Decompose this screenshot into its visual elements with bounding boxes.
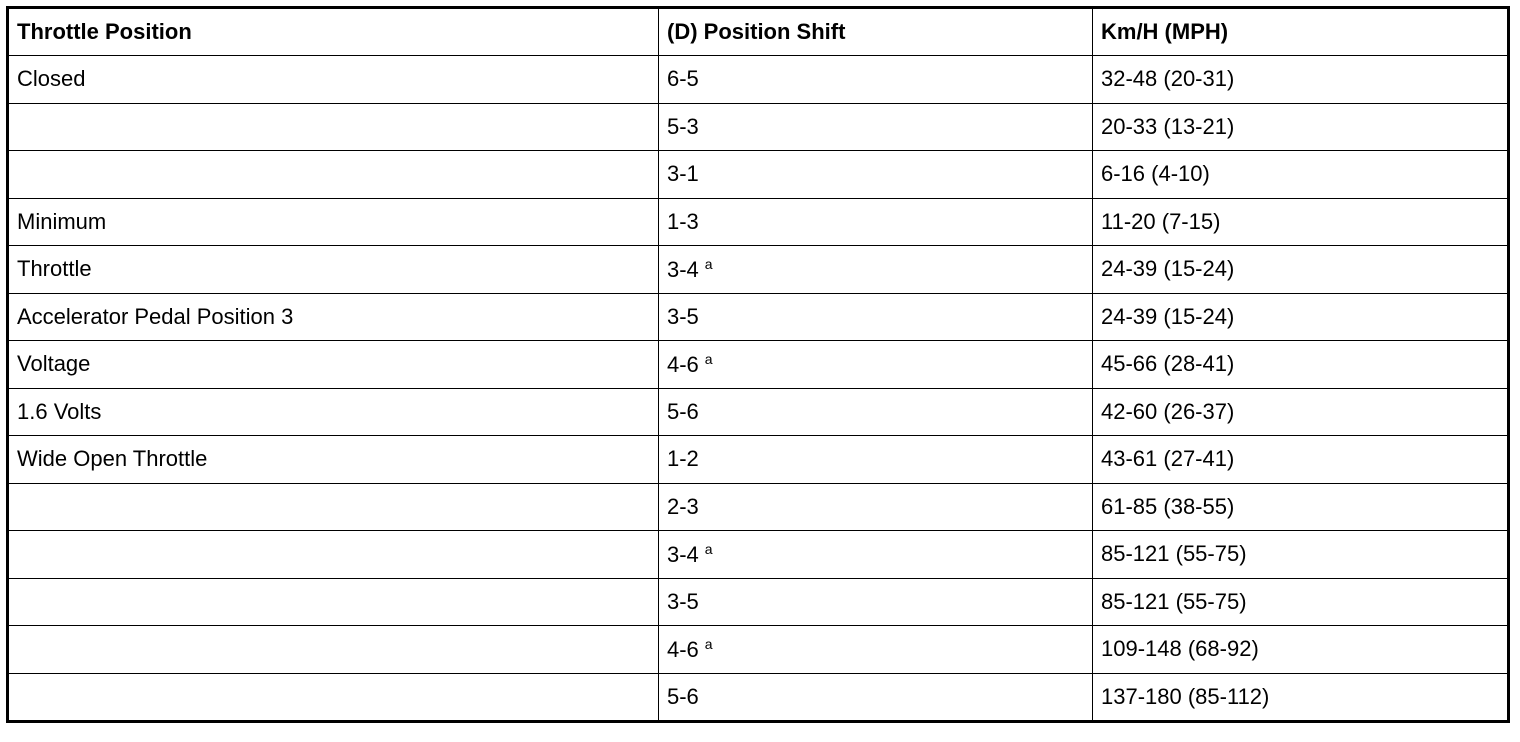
shift-speed-table-container <box>6 6 1510 723</box>
position-shift-cell <box>659 198 1093 246</box>
speed-range-cell: 20-33 (13-21) <box>1093 103 1509 151</box>
table-row <box>8 103 1509 151</box>
throttle-position-cell: Accelerator Pedal Position 3 <box>8 293 659 341</box>
speed-range-cell: 42-60 (26-37) <box>1093 388 1509 436</box>
table-row <box>8 293 1509 341</box>
throttle-position-cell <box>8 103 659 151</box>
throttle-position-cell <box>8 151 659 199</box>
table-row <box>8 246 1509 294</box>
position-shift-cell <box>659 483 1093 531</box>
position-shift-cell <box>659 56 1093 104</box>
speed-range-cell: 85-121 (55-75) <box>1093 578 1509 626</box>
throttle-position-cell: 1.6 Volts <box>8 388 659 436</box>
position-shift-cell <box>659 103 1093 151</box>
position-shift-value: 2-3 <box>667 493 699 519</box>
footnote-marker: a <box>704 541 713 558</box>
column-header-throttle-position: Throttle Position <box>8 8 659 56</box>
throttle-position-cell: Minimum <box>8 198 659 246</box>
table-row <box>8 673 1509 722</box>
table-row <box>8 626 1509 674</box>
table-row <box>8 436 1509 484</box>
position-shift-cell <box>659 626 1093 674</box>
position-shift-value: 4-6 <box>667 637 699 663</box>
table-row <box>8 483 1509 531</box>
throttle-position-cell <box>8 483 659 531</box>
speed-range-cell: 24-39 (15-24) <box>1093 293 1509 341</box>
footnote-marker: a <box>704 256 713 273</box>
column-header-position-shift: (D) Position Shift <box>659 8 1093 56</box>
table-row <box>8 341 1509 389</box>
table-body <box>8 56 1509 722</box>
position-shift-value: 4-6 <box>667 352 699 378</box>
position-shift-cell <box>659 578 1093 626</box>
speed-range-cell: 11-20 (7-15) <box>1093 198 1509 246</box>
throttle-position-cell: Voltage <box>8 341 659 389</box>
throttle-position-cell: Closed <box>8 56 659 104</box>
speed-range-cell: 24-39 (15-24) <box>1093 246 1509 294</box>
position-shift-value: 1-3 <box>667 208 699 234</box>
position-shift-value: 5-3 <box>667 113 699 139</box>
table-row <box>8 388 1509 436</box>
position-shift-cell <box>659 246 1093 294</box>
position-shift-value: 3-5 <box>667 303 699 329</box>
speed-range-cell: 43-61 (27-41) <box>1093 436 1509 484</box>
throttle-position-cell <box>8 578 659 626</box>
throttle-position-cell: Wide Open Throttle <box>8 436 659 484</box>
position-shift-cell <box>659 151 1093 199</box>
position-shift-cell <box>659 436 1093 484</box>
speed-range-cell: 32-48 (20-31) <box>1093 56 1509 104</box>
table-row <box>8 56 1509 104</box>
position-shift-value: 3-4 <box>667 257 699 283</box>
column-header-speed: Km/H (MPH) <box>1093 8 1509 56</box>
position-shift-value: 6-5 <box>667 66 699 92</box>
throttle-position-cell: Throttle <box>8 246 659 294</box>
speed-range-cell: 85-121 (55-75) <box>1093 531 1509 579</box>
position-shift-cell <box>659 531 1093 579</box>
throttle-position-cell <box>8 673 659 722</box>
position-shift-cell <box>659 341 1093 389</box>
table-row <box>8 578 1509 626</box>
table-row <box>8 151 1509 199</box>
position-shift-value: 3-5 <box>667 588 699 614</box>
throttle-position-cell <box>8 626 659 674</box>
position-shift-value: 3-4 <box>667 542 699 568</box>
speed-range-cell: 109-148 (68-92) <box>1093 626 1509 674</box>
footnote-marker: a <box>704 636 713 653</box>
position-shift-value: 5-6 <box>667 683 699 709</box>
table-row <box>8 198 1509 246</box>
speed-range-cell: 6-16 (4-10) <box>1093 151 1509 199</box>
position-shift-value: 3-1 <box>667 161 699 187</box>
position-shift-cell <box>659 388 1093 436</box>
speed-range-cell: 61-85 (38-55) <box>1093 483 1509 531</box>
table-row <box>8 531 1509 579</box>
throttle-position-cell <box>8 531 659 579</box>
position-shift-cell <box>659 673 1093 722</box>
table-header-row <box>8 8 1509 56</box>
speed-range-cell: 45-66 (28-41) <box>1093 341 1509 389</box>
footnote-marker: a <box>704 351 713 368</box>
speed-range-cell: 137-180 (85-112) <box>1093 673 1509 722</box>
shift-speed-table <box>6 6 1510 723</box>
position-shift-cell <box>659 293 1093 341</box>
position-shift-value: 1-2 <box>667 446 699 472</box>
position-shift-value: 5-6 <box>667 398 699 424</box>
